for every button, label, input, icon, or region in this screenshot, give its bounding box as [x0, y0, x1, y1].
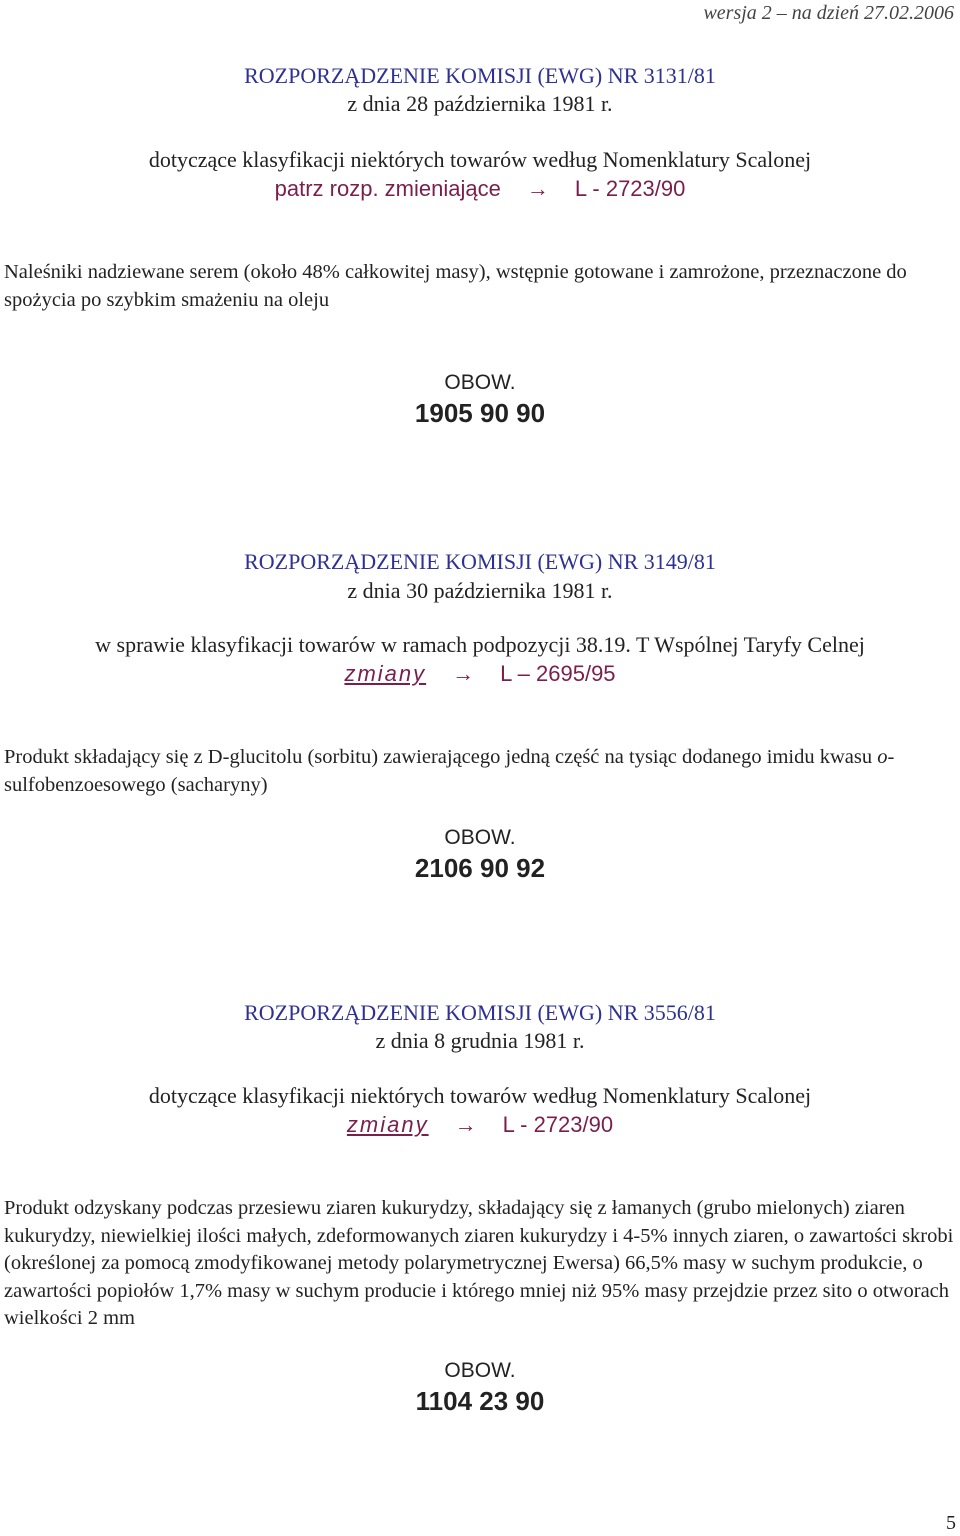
description-text: Produkt składający się z D-glucitolu (sorbitu) zawierającego jedną część na tysiąc dodanego imidu kwasu	[4, 746, 878, 768]
regulation-subject: w sprawie klasyfikacji towarów w ramach podpozycji 38.19. T Wspólnej Taryfy Celnej	[95, 632, 865, 657]
product-description: Produkt odzyskany podczas przesiewu ziaren kukurydzy, składający się z łamanych (grubo mielonych) ziaren kukurydzy, niewielkiej ilości małych, zdeformowanych ziaren kukurydzy i 4-5% innych ziaren, o zawartości skrobi (określonej za pomocą zmodyfikowanej metody polarymetrycznej Ewersa) 66,5% masy w suchym produkcie, o zawartości popiołów 1,7% masy w suchym producie i którego mniej niż 95% masy przejdzie przez sito o otworach wielkości 2 mm	[4, 1197, 954, 1329]
regulation-date: z dnia 28 października 1981 r.	[347, 91, 613, 116]
arrow-right-icon: →	[526, 176, 549, 201]
regulation-title: ROZPORZĄDZENIE KOMISJI (EWG) NR 3149/81	[244, 549, 716, 574]
obow-label: OBOW.	[444, 826, 516, 849]
cn-code: 1905 90 90	[414, 398, 546, 428]
regulation-title: ROZPORZĄDZENIE KOMISJI (EWG) NR 3131/81	[244, 63, 716, 88]
product-description	[4, 744, 954, 799]
obow-label: OBOW.	[444, 1359, 516, 1382]
reference-target: L – 2695/95	[500, 661, 616, 686]
cn-code: 2106 90 92	[414, 853, 546, 883]
obow-label: OBOW.	[444, 371, 516, 394]
amendment-reference	[0, 1112, 960, 1138]
regulation-title: ROZPORZĄDZENIE KOMISJI (EWG) NR 3556/81	[244, 1000, 716, 1025]
document-version: wersja 2 – na dzień 27.02.2006	[703, 2, 954, 24]
description-italic: o	[877, 746, 888, 768]
product-description: Naleśniki nadziewane serem (około 48% całkowitej masy), wstępnie gotowane i zamrożone, przeznaczone do spożycia po szybkim smażeniu na oleju	[4, 261, 907, 311]
regulation-date: z dnia 30 października 1981 r.	[347, 578, 613, 603]
reference-prefix: patrz rozp. zmieniające	[274, 176, 501, 201]
page-number: 5	[946, 1512, 956, 1534]
regulation-subject: dotyczące klasyfikacji niektórych towarów według Nomenklatury Scalonej	[148, 147, 812, 172]
reference-prefix: zmiany	[346, 1112, 429, 1137]
reference-target: L - 2723/90	[574, 176, 686, 201]
regulation-date: z dnia 8 grudnia 1981 r.	[375, 1028, 585, 1053]
reference-target: L - 2723/90	[502, 1112, 614, 1137]
cn-code: 1104 23 90	[415, 1386, 545, 1416]
amendment-reference	[0, 661, 960, 687]
arrow-right-icon: →	[454, 1112, 477, 1137]
amendment-reference	[0, 176, 960, 202]
regulation-subject: dotyczące klasyfikacji niektórych towarów według Nomenklatury Scalonej	[148, 1083, 812, 1108]
reference-prefix: zmiany	[344, 661, 427, 686]
arrow-right-icon: →	[452, 661, 475, 686]
description-text: -sulfobenzoesowego (sacharyny)	[4, 746, 895, 796]
